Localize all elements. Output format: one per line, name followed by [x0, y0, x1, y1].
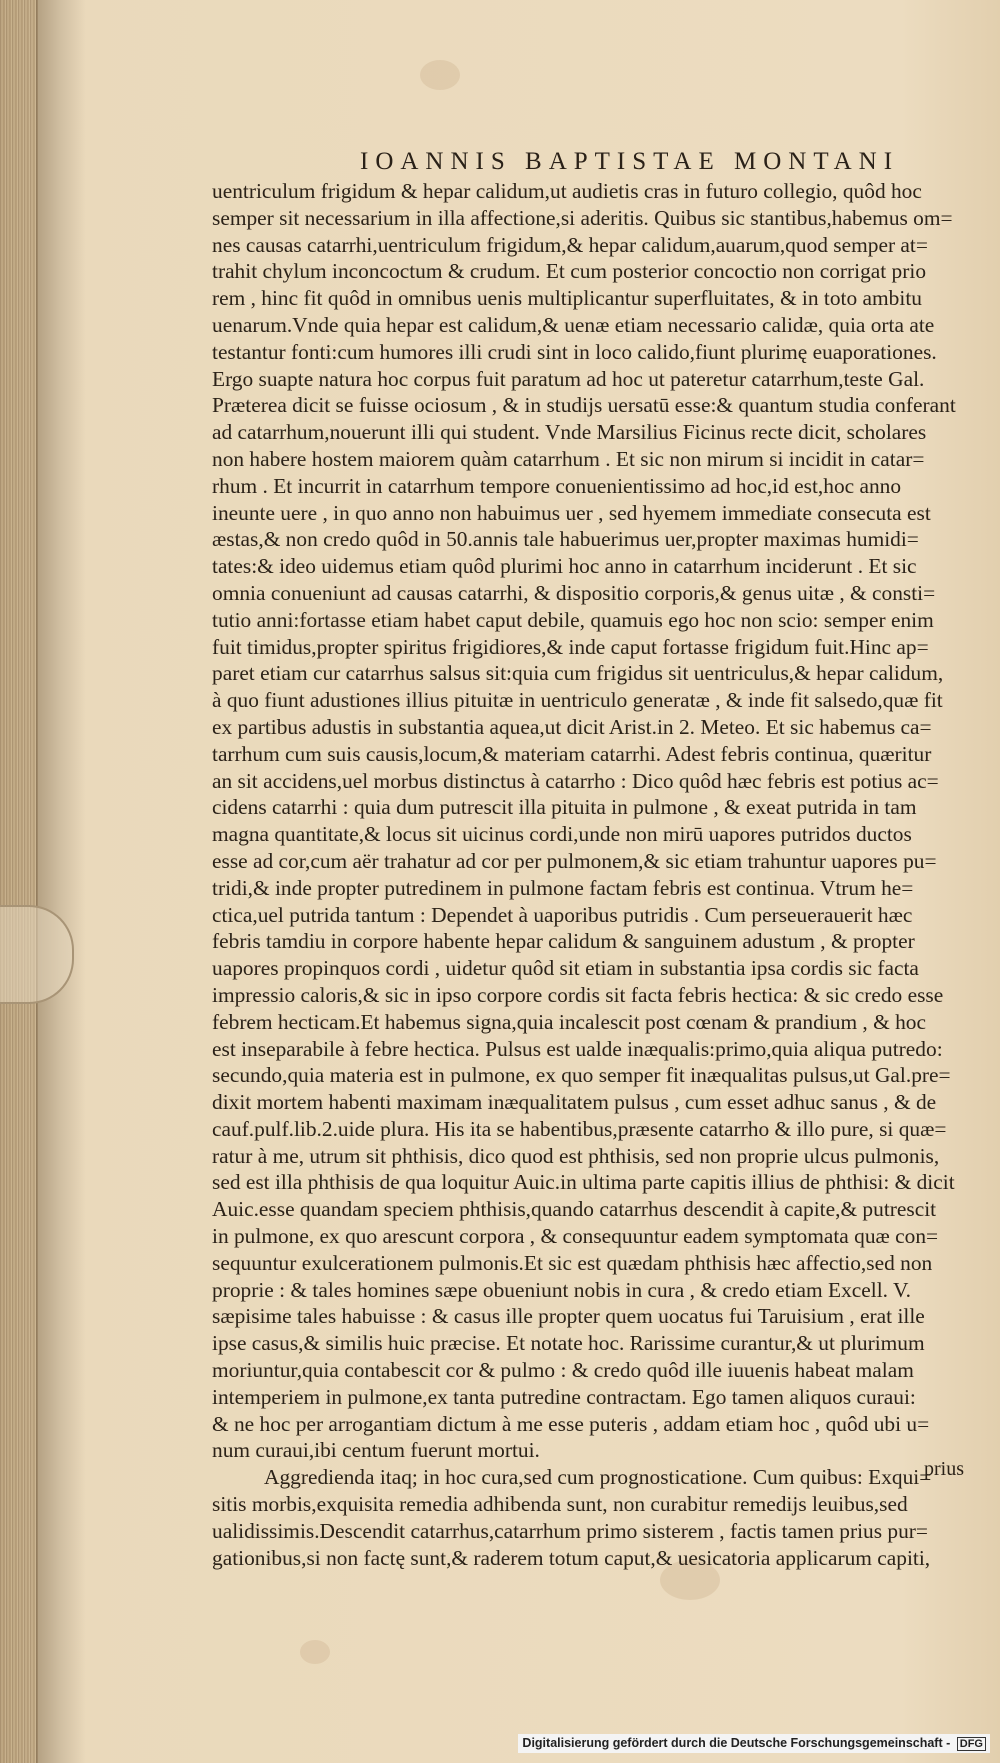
- text-line: uenarum.Vnde quia hepar est calidum,& uenæ etiam necessario calidæ, quia orta ate: [212, 312, 935, 337]
- gutter-shadow: [36, 0, 86, 1763]
- text-line: ex partibus adustis in substantia aquea,ut dicit Arist.in 2. Meteo. Et sic habemus ca=: [212, 714, 932, 739]
- text-line: dixit mortem habenti maximam inæqualitatem pulsus , cum esset adhuc sanus , & de: [212, 1090, 937, 1115]
- text-line: moriuntur,quia contabescit cor & pulmo : & credo quôd ille iuuenis habeat malam: [212, 1358, 914, 1383]
- text-line: Auic.esse quandam speciem phthisis,quando catarrhus descendit à capite,& putrescit: [212, 1197, 937, 1222]
- digitization-credit: [518, 1734, 990, 1753]
- text-line: uapores propinquos cordi , uidetur quôd sit etiam in substantia ipsa cordis sic facta: [212, 956, 919, 981]
- text-line: impressio caloris,& sic in ipso corpore cordis sit facta febris hectica: & sic credo esse: [212, 982, 944, 1007]
- text-line: tutio anni:fortasse etiam habet caput debile, quamuis ego hoc non scio: semper enim: [212, 607, 934, 632]
- text-line: sitis morbis,exquisita remedia adhibenda sunt, non curabitur remedijs leuibus,sed: [212, 1492, 908, 1517]
- text-line: num curaui,ibi centum fuerunt mortui.: [212, 1438, 540, 1463]
- text-line: Præterea dicit se fuisse ociosum , & in studijs uersatū esse:& quantum studia conferant: [212, 393, 956, 418]
- text-line: à quo fiunt adustiones illius pituitæ in uentriculo generatæ , & inde fit salsedo,quæ fit: [212, 688, 943, 713]
- text-line: in pulmone, ex quo arescunt corpora , & consequuntur eadem symptomata quæ con=: [212, 1224, 939, 1249]
- text-line: sed est illa phthisis de qua loquitur Auic.in ultima parte capitis illius de phthisi: & dicit: [212, 1170, 955, 1195]
- book-page-edges: [0, 0, 38, 1763]
- text-line: cidens catarrhi : quia dum putrescit illa pituita in pulmone , & exeat putrida in tam: [212, 795, 917, 820]
- text-line: esse ad cor,cum aër trahatur ad cor per pulmonem,& sic etiam trahuntur uapores pu=: [212, 848, 937, 873]
- text-line: ratur à me, utrum sit phthisis, dico quod est phthisis, sed non proprie ulcus pulmonis,: [212, 1143, 940, 1168]
- text-line: fuit timidus,propter spiritus frigidiores,& inde caput fortasse frigidum fuit.Hinc ap=: [212, 634, 929, 659]
- text-line: tridi,& inde propter putredinem in pulmone factam febris est continua. Vtrum he=: [212, 875, 914, 900]
- text-line: tates:& ideo uidemus etiam quôd plurimi hoc anno in catarrhum inciderunt . Et sic: [212, 554, 917, 579]
- catchword: prius: [924, 1458, 964, 1480]
- text-line: gationibus,si non factę sunt,& raderem totum caput,& uesicatoria applicarum capiti,: [212, 1545, 931, 1570]
- body-text: [212, 178, 990, 1571]
- text-line: sequuntur exulcerationem pulmonis.Et sic est quædam phthisis hæc affectio,sed non: [212, 1250, 933, 1275]
- stain: [300, 1640, 330, 1664]
- text-line: testantur fonti:cum humores illi crudi sint in loco calido,fiunt plurimę euaporationes.: [212, 339, 937, 364]
- text-line: rhum . Et incurrit in catarrhum tempore conuenientissimo ad hoc,id est,hoc anno: [212, 473, 902, 498]
- text-line: ctica,uel putrida tantum : Dependet à uaporibus putridis . Cum perseuerauerit hæc: [212, 902, 913, 927]
- text-line: febris tamdiu in corpore habente hepar calidum & sanguinem adustum , & propter: [212, 929, 915, 954]
- text-line: paret etiam cur catarrhus salsus sit:quia cum frigidus sit uentriculus,& hepar calidum,: [212, 661, 944, 686]
- text-line: ineunte uere , in quo anno non habuimus uer , sed hyemem immediate consecuta est: [212, 500, 931, 525]
- text-line: secundo,quia materia est in pulmone, ex quo semper fit inæqualitas pulsus,ut Gal.pre=: [212, 1063, 951, 1088]
- text-line: rem , hinc fit quôd in omnibus uenis multiplicantur superfluitates, & in toto ambitu: [212, 286, 922, 311]
- text-line: magna quantitate,& locus sit uicinus cordi,unde non mirū uapores putridos ductos: [212, 822, 912, 847]
- text-line: æstas,& non credo quôd in 50.annis tale habuerimus uer,propter maximas humidi=: [212, 527, 919, 552]
- text-line: Aggredienda itaq; in hoc cura,sed cum prognosticatione. Cum quibus: Exqui=: [264, 1465, 932, 1490]
- stain: [420, 60, 460, 90]
- text-line: & ne hoc per arrogantiam dictum à me esse puteris , addam etiam hoc , quôd ubi u=: [212, 1411, 930, 1436]
- text-line: semper sit necessarium in illa affectione,si aderitis. Quibus sic stantibus,habemus om=: [212, 205, 953, 230]
- text-line: intemperiem in pulmone,ex tanta putredine contractam. Ego tamen aliquos curaui:: [212, 1384, 916, 1409]
- text-line: an sit accidens,uel morbus distinctus à catarrho : Dico quôd hæc febris est potius ac=: [212, 768, 939, 793]
- text-line: proprie : & tales homines sæpe obueniunt nobis in cura , & credo etiam Excell. V.: [212, 1277, 912, 1302]
- credit-text: Digitalisierung gefördert durch die Deutsche Forschungsgemeinschaft -: [522, 1736, 951, 1750]
- text-line: Ergo suapte natura hoc corpus fuit paratum ad hoc ut pateretur catarrhum,teste Gal.: [212, 366, 925, 391]
- text-line: ipse casus,& similis huic præcise. Et notate hoc. Rarissime curantur,& ut plurimum: [212, 1331, 925, 1356]
- dfg-logo: DFG: [957, 1737, 986, 1751]
- text-line: nes causas catarrhi,uentriculum frigidum,& hepar calidum,auarum,quod semper at=: [212, 232, 928, 257]
- text-line: uentriculum frigidum & hepar calidum,ut audietis cras in futuro collegio, quôd hoc: [212, 179, 922, 203]
- text-line: cauf.pulf.lib.2.uide plura. His ita se habentibus,præsente catarrho & illo pure, si quæ=: [212, 1116, 947, 1141]
- text-line: ualidissimis.Descendit catarrhus,catarrhum primo sisterem , factis tamen prius pur=: [212, 1518, 928, 1543]
- text-line: est inseparabile à febre hectica. Pulsus est ualde inæqualis:primo,quia aliqua putredo:: [212, 1036, 943, 1061]
- text-line: ad catarrhum,nouerunt illi qui student. Vnde Marsilius Ficinus recte dicit, scholares: [212, 420, 927, 445]
- text-line: tarrhum cum suis causis,locum,& materiam catarrhi. Adest febris continua, quæritur: [212, 741, 932, 766]
- running-header: IOANNIS BAPTISTAE MONTANI: [360, 148, 900, 175]
- text-line: trahit chylum inconcoctum & crudum. Et cum posterior concoctio non corrigat prio: [212, 259, 927, 284]
- text-line: non habere hostem maiorem quàm catarrhum . Et sic non mirum si incidit in catar=: [212, 446, 925, 471]
- text-line: febrem hecticam.Et habemus signa,quia incalescit post cœnam & prandium , & hoc: [212, 1009, 926, 1034]
- text-line: sæpisime tales habuisse : & casus ille propter quem uocatus fui Taruisium , erat ille: [212, 1304, 925, 1329]
- text-line: omnia conueniunt ad causas catarrhi, & dispositio corporis,& genus uitæ , & consti=: [212, 580, 936, 605]
